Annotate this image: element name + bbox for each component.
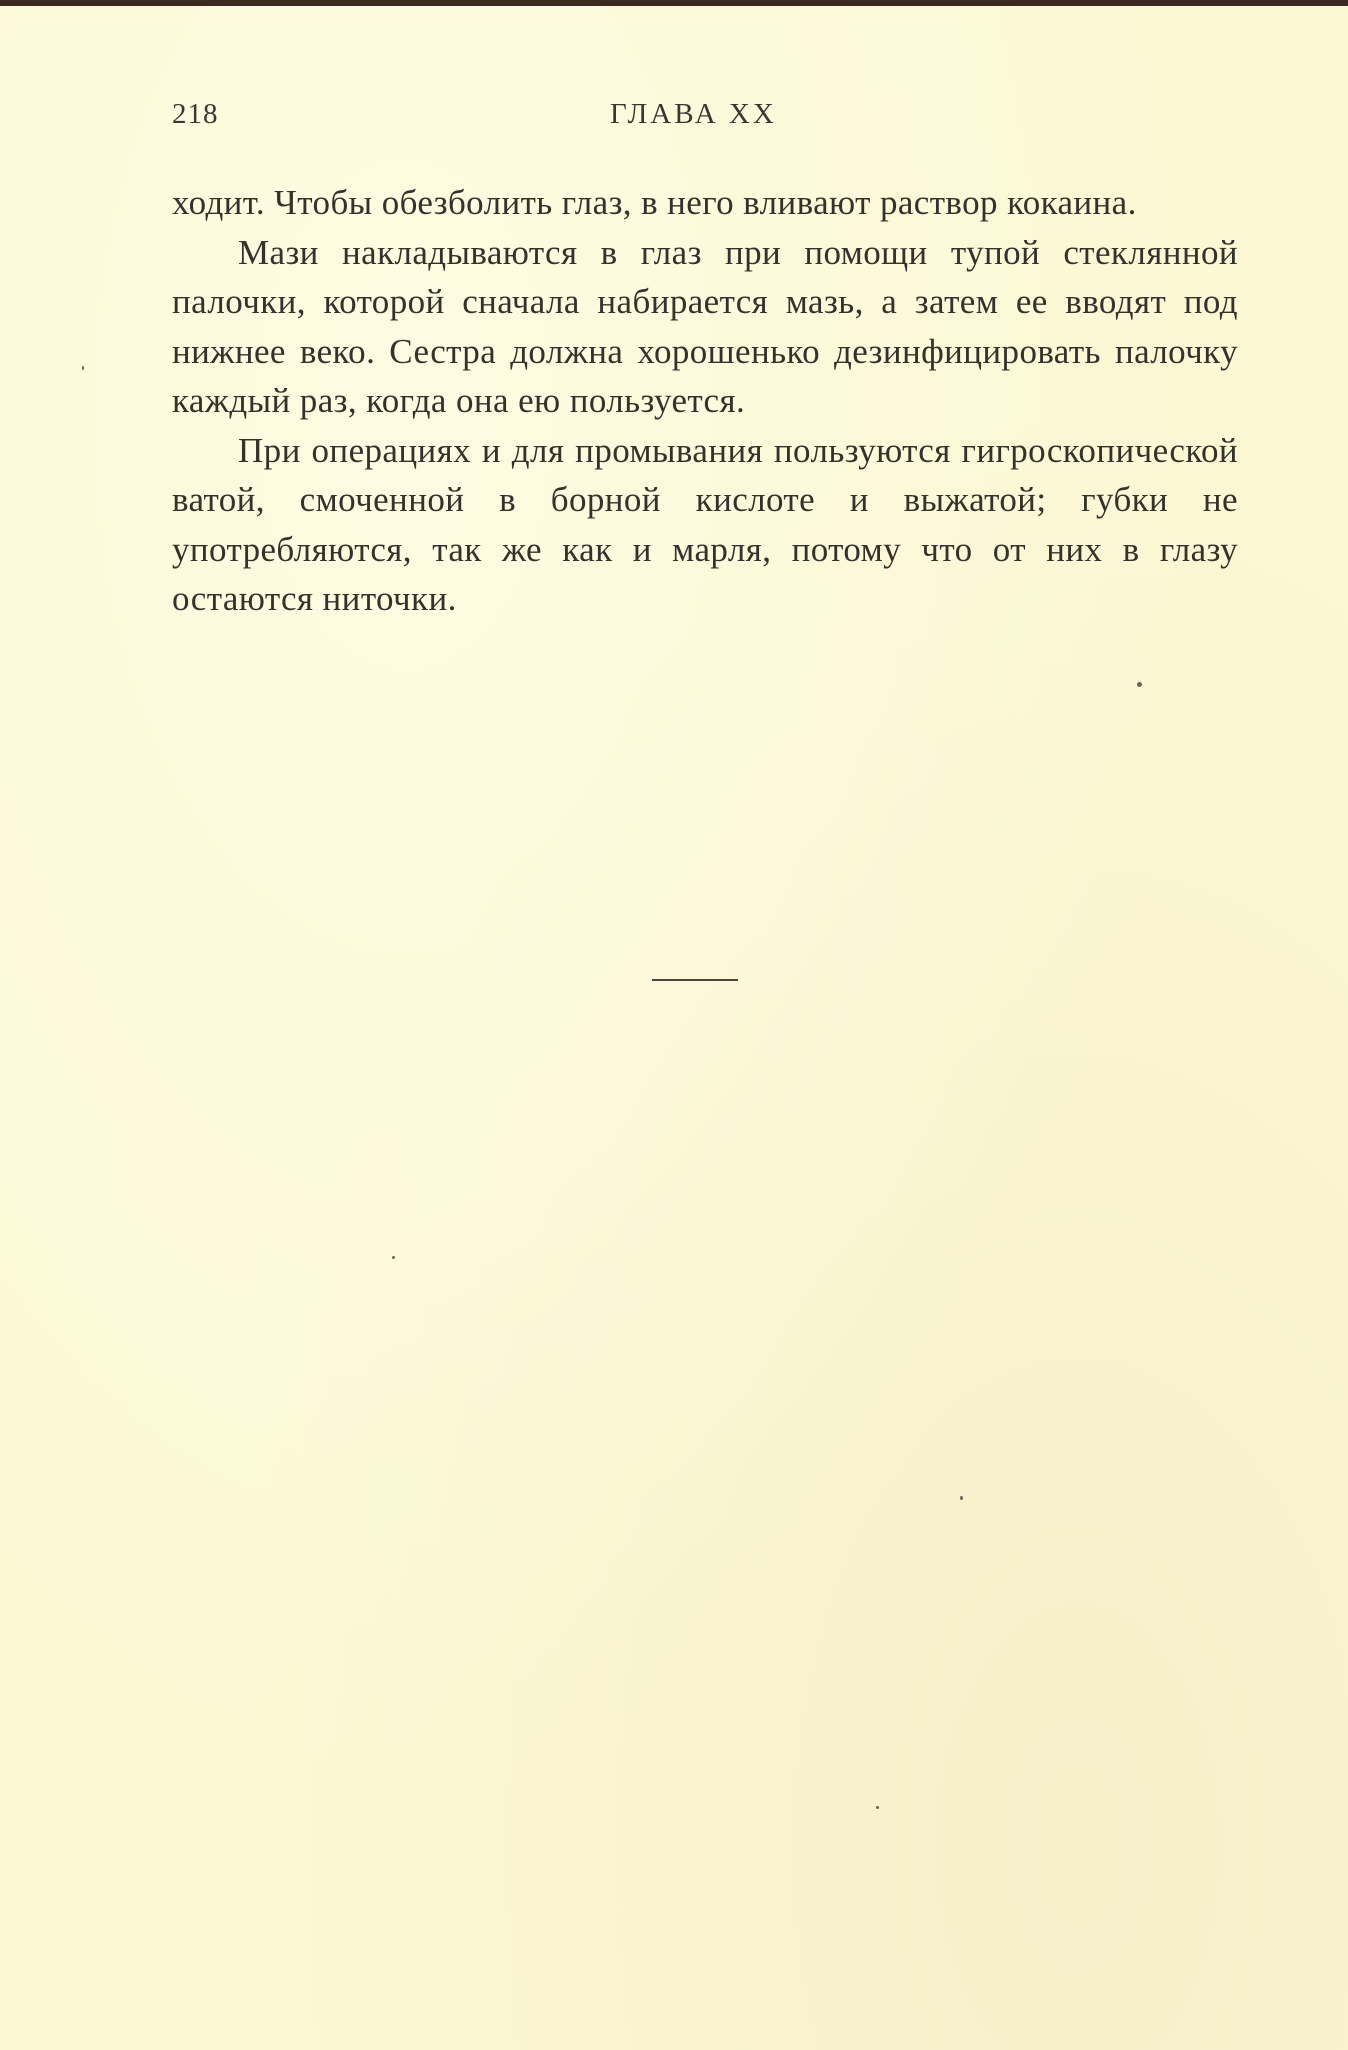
paper-speck — [1137, 682, 1142, 687]
paper-speck — [82, 366, 84, 370]
running-head: ГЛАВА XX — [610, 98, 777, 130]
paper-speck — [876, 1806, 879, 1809]
paragraph-continuation: ходит. Чтобы обезболить глаз, в него вливают раствор кокаина. — [172, 183, 1137, 222]
page-header — [172, 98, 1242, 138]
paragraph-operations: При операциях и для промывания пользуются гигроскопической ватой, смоченной в борной кислоте и выжатой; губки не употребляются, так же как и марля, потому что от них в глазу остаются ниточки. — [172, 430, 1238, 618]
page-number: 218 — [172, 98, 219, 130]
chapter-end-rule — [652, 979, 738, 981]
book-page — [0, 6, 1348, 2050]
paper-speck — [960, 1496, 963, 1500]
body-text — [172, 178, 1238, 624]
paragraph-ointments: Мази накладываются в глаз при помощи тупой стеклянной палочки, которой сначала набирается мазь, а затем ее вводят под нижнее веко. Сестра должна хорошенько дезинфицировать палочку каждый раз, когда она ею пользуется. — [172, 232, 1238, 420]
paper-speck — [392, 1256, 395, 1259]
